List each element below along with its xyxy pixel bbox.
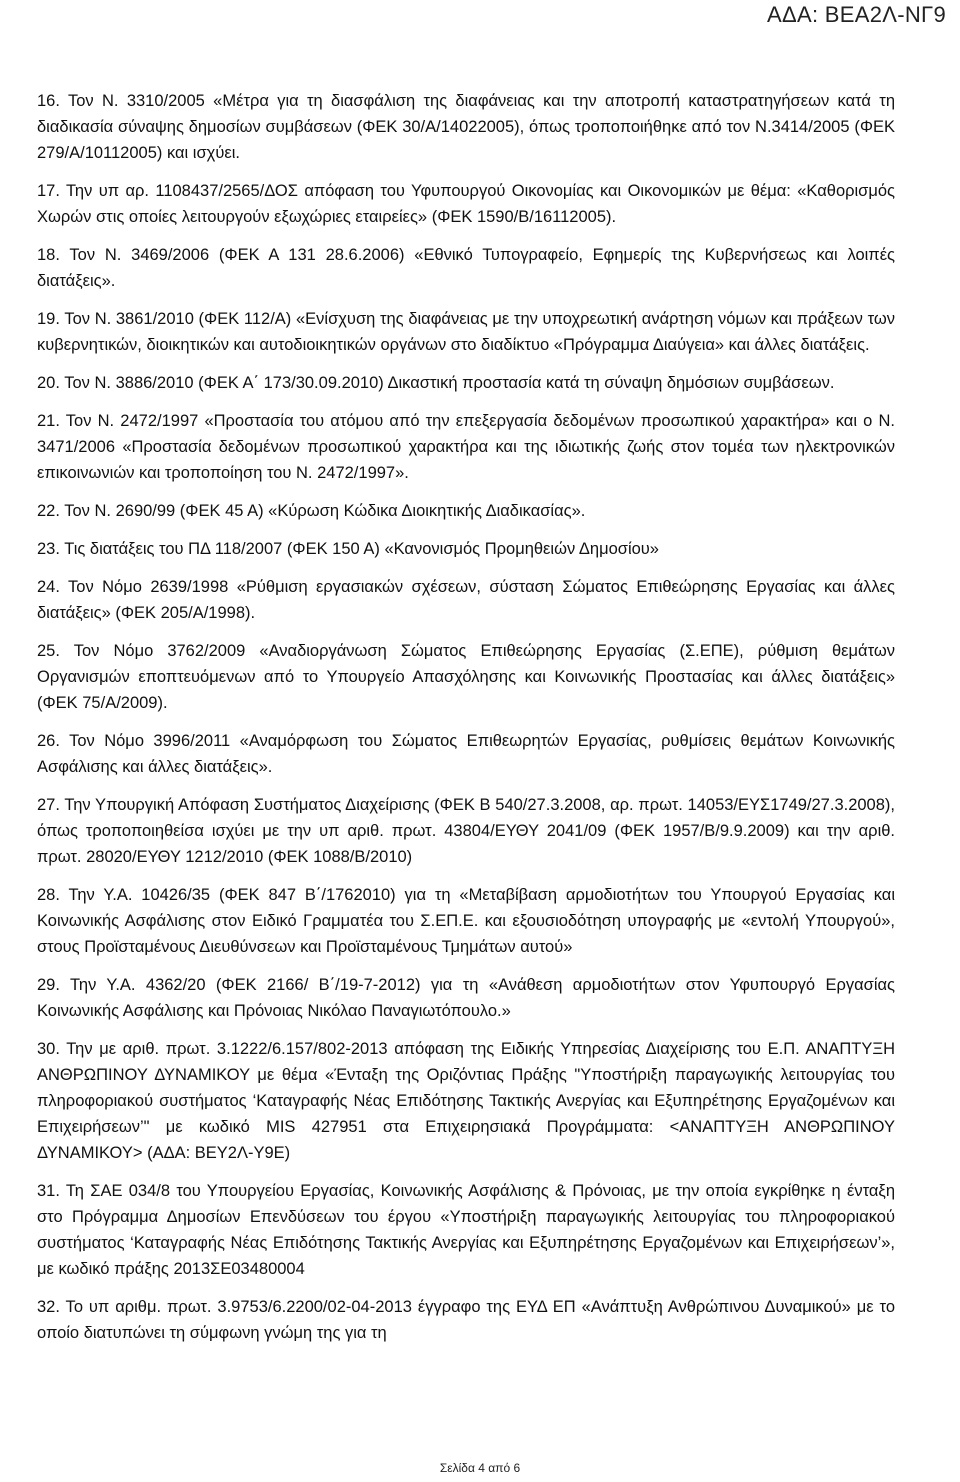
list-item: 31. Τη ΣΑΕ 034/8 του Υπουργείου Εργασίας, Κοινωνικής Ασφάλισης & Πρόνοιας, με την οποία εγκρίθηκε η ένταξη στο Πρόγραμμα Δημοσίων Επενδύσεων του έργου «Υποστήριξη παραγωγικής λειτουργίας του πληροφοριακού συστήματος ‘Καταγραφής Νέας Επιδότησης Τακτικής Ανεργίας και Εξυπηρέτησης Εργαζομένων και Επιχειρήσεων’», με κωδικό πράξης 2013ΣΕ03480004 [37,1182,895,1278]
list-item: 17. Την υπ αρ. 1108437/2565/ΔΟΣ απόφαση του Υφυπουργού Οικονομίας και Οικονομικών με θέμα: «Καθορισμός Χωρών στις οποίες λειτουργούν εξωχώριες εταιρείες» (ΦΕΚ 1590/Β/16112005). [37,182,895,226]
document-body [37,88,895,1358]
list-item: 28. Την Υ.Α. 10426/35 (ΦΕΚ 847 Β΄/1762010) για τη «Μεταβίβαση αρμοδιοτήτων του Υπουργού Εργασίας και Κοινωνικής Ασφάλισης στον Ειδικό Γραμματέα του Σ.ΕΠ.Ε. και εξουσιοδότηση υπογραφής με «εντολή Υπουργού», στους Προϊσταμένους Διευθύνσεων και Προϊσταμένους Τμημάτων αυτού» [37,886,895,956]
list-item: 23. Τις διατάξεις του ΠΔ 118/2007 (ΦΕΚ 150 Α) «Κανονισμός Προμηθειών Δημοσίου» [37,540,659,558]
list-item: 20. Τον Ν. 3886/2010 (ΦΕΚ Α΄ 173/30.09.2010) Δικαστική προστασία κατά τη σύναψη δημόσιων συμβάσεων. [37,374,835,392]
list-item: 24. Τον Νόμο 2639/1998 «Ρύθμιση εργασιακών σχέσεων, σύσταση Σώματος Επιθεώρησης Εργασίας και άλλες διατάξεις» (ΦΕΚ 205/Α/1998). [37,578,895,622]
list-item: 25. Τον Νόμο 3762/2009 «Αναδιοργάνωση Σώματος Επιθεώρησης Εργασίας (Σ.ΕΠΕ), ρύθμιση θεμάτων Οργανισμών εποπτευόμενων από το Υπουργείο Απασχόλησης και Κοινωνικής Προστασίας και άλλες διατάξεις» (ΦΕΚ 75/Α/2009). [37,642,895,712]
list-item: 18. Τον Ν. 3469/2006 (ΦΕΚ Α 131 28.6.2006) «Εθνικό Τυπογραφείο, Εφημερίς της Κυβερνήσεως και λοιπές διατάξεις». [37,246,895,290]
list-item: 19. Τον Ν. 3861/2010 (ΦΕΚ 112/Α) «Ενίσχυση της διαφάνειας με την υποχρεωτική ανάρτηση νόμων και πράξεων των κυβερνητικών, διοικητικών και αυτοδιοικητικών οργάνων στο διαδίκτυο «Πρόγραμμα Διαύγεια» και άλλες διατάξεις. [37,310,895,354]
list-item: 22. Τον Ν. 2690/99 (ΦΕΚ 45 Α) «Κύρωση Κώδικα Διοικητικής Διαδικασίας». [37,502,586,520]
list-item: 21. Τον Ν. 2472/1997 «Προστασία του ατόμου από την επεξεργασία δεδομένων προσωπικού χαρακτήρα» και ο Ν. 3471/2006 «Προστασία δεδομένων προσωπικού χαρακτήρα και της ιδιωτικής ζωής στον τομέα των ηλεκτρονικών επικοινωνιών και τροποποίηση του Ν. 2472/1997». [37,412,895,482]
page-number: Σελίδα 4 από 6 [439,1461,521,1475]
list-item: 32. Το υπ αριθμ. πρωτ. 3.9753/6.2200/02-04-2013 έγγραφο της ΕΥΔ ΕΠ «Ανάπτυξη Ανθρώπινου Δυναμικού» με το οποίο διατυπώνει τη σύμφωνη γνώμη της για τη [37,1298,895,1342]
list-item: 27. Την Υπουργική Απόφαση Συστήματος Διαχείρισης (ΦΕΚ Β 540/27.3.2008, αρ. πρωτ. 14053/ΕΥΣ1749/27.3.2008), όπως τροποποιηθείσα ισχύει με την υπ αριθ. πρωτ. 43804/ΕΥΘΥ 2041/09 (ΦΕΚ 1957/Β/9.9.2009) και την αριθ. πρωτ. 28020/ΕΥΘΥ 1212/2010 (ΦΕΚ 1088/Β/2010) [37,796,895,866]
list-item: 29. Την Υ.Α. 4362/20 (ΦΕΚ 2166/ Β΄/19-7-2012) για τη «Ανάθεση αρμοδιοτήτων στον Υφυπουργό Εργασίας Κοινωνικής Ασφάλισης και Πρόνοιας Νικόλαο Παναγιωτόπουλο.» [37,976,895,1020]
ada-code: ΑΔΑ: ΒΕΑ2Λ-ΝΓ9 [767,2,946,27]
list-item: 26. Τον Νόμο 3996/2011 «Αναμόρφωση του Σώματος Επιθεωρητών Εργασίας, ρυθμίσεις θεμάτων Κοινωνικής Ασφάλισης και άλλες διατάξεις». [37,732,895,776]
list-item: 16. Τον Ν. 3310/2005 «Μέτρα για τη διασφάλιση της διαφάνειας και την αποτροπή καταστρατηγήσεων κατά τη διαδικασία σύναψης δημοσίων συμβάσεων (ΦΕΚ 30/Α/14022005), όπως τροποποιήθηκε από τον Ν.3414/2005 (ΦΕΚ 279/Α/10112005) και ισχύει. [37,92,895,162]
list-item: 30. Την με αριθ. πρωτ. 3.1222/6.157/802-2013 απόφαση της Ειδικής Υπηρεσίας Διαχείρισης του Ε.Π. ΑΝΑΠΤΥΞΗ ΑΝΘΡΩΠΙΝΟΥ ΔΥΝΑΜΙΚΟΥ με θέμα «Ένταξη της Οριζόντιας Πράξης "Υποστήριξη παραγωγικής λειτουργίας του πληροφοριακού συστήματος ‘Καταγραφής Νέας Επιδότησης Τακτικής Ανεργίας και Εξυπηρέτησης Εργαζομένων και Επιχειρήσεων’" με κωδικό MIS 427951 στα Επιχειρησιακά Προγράμματα: <ΑΝΑΠΤΥΞΗ ΑΝΘΡΩΠΙΝΟΥ ΔΥΝΑΜΙΚΟΥ> (ΑΔΑ: ΒΕΥ2Λ-Υ9Ε) [37,1040,895,1162]
